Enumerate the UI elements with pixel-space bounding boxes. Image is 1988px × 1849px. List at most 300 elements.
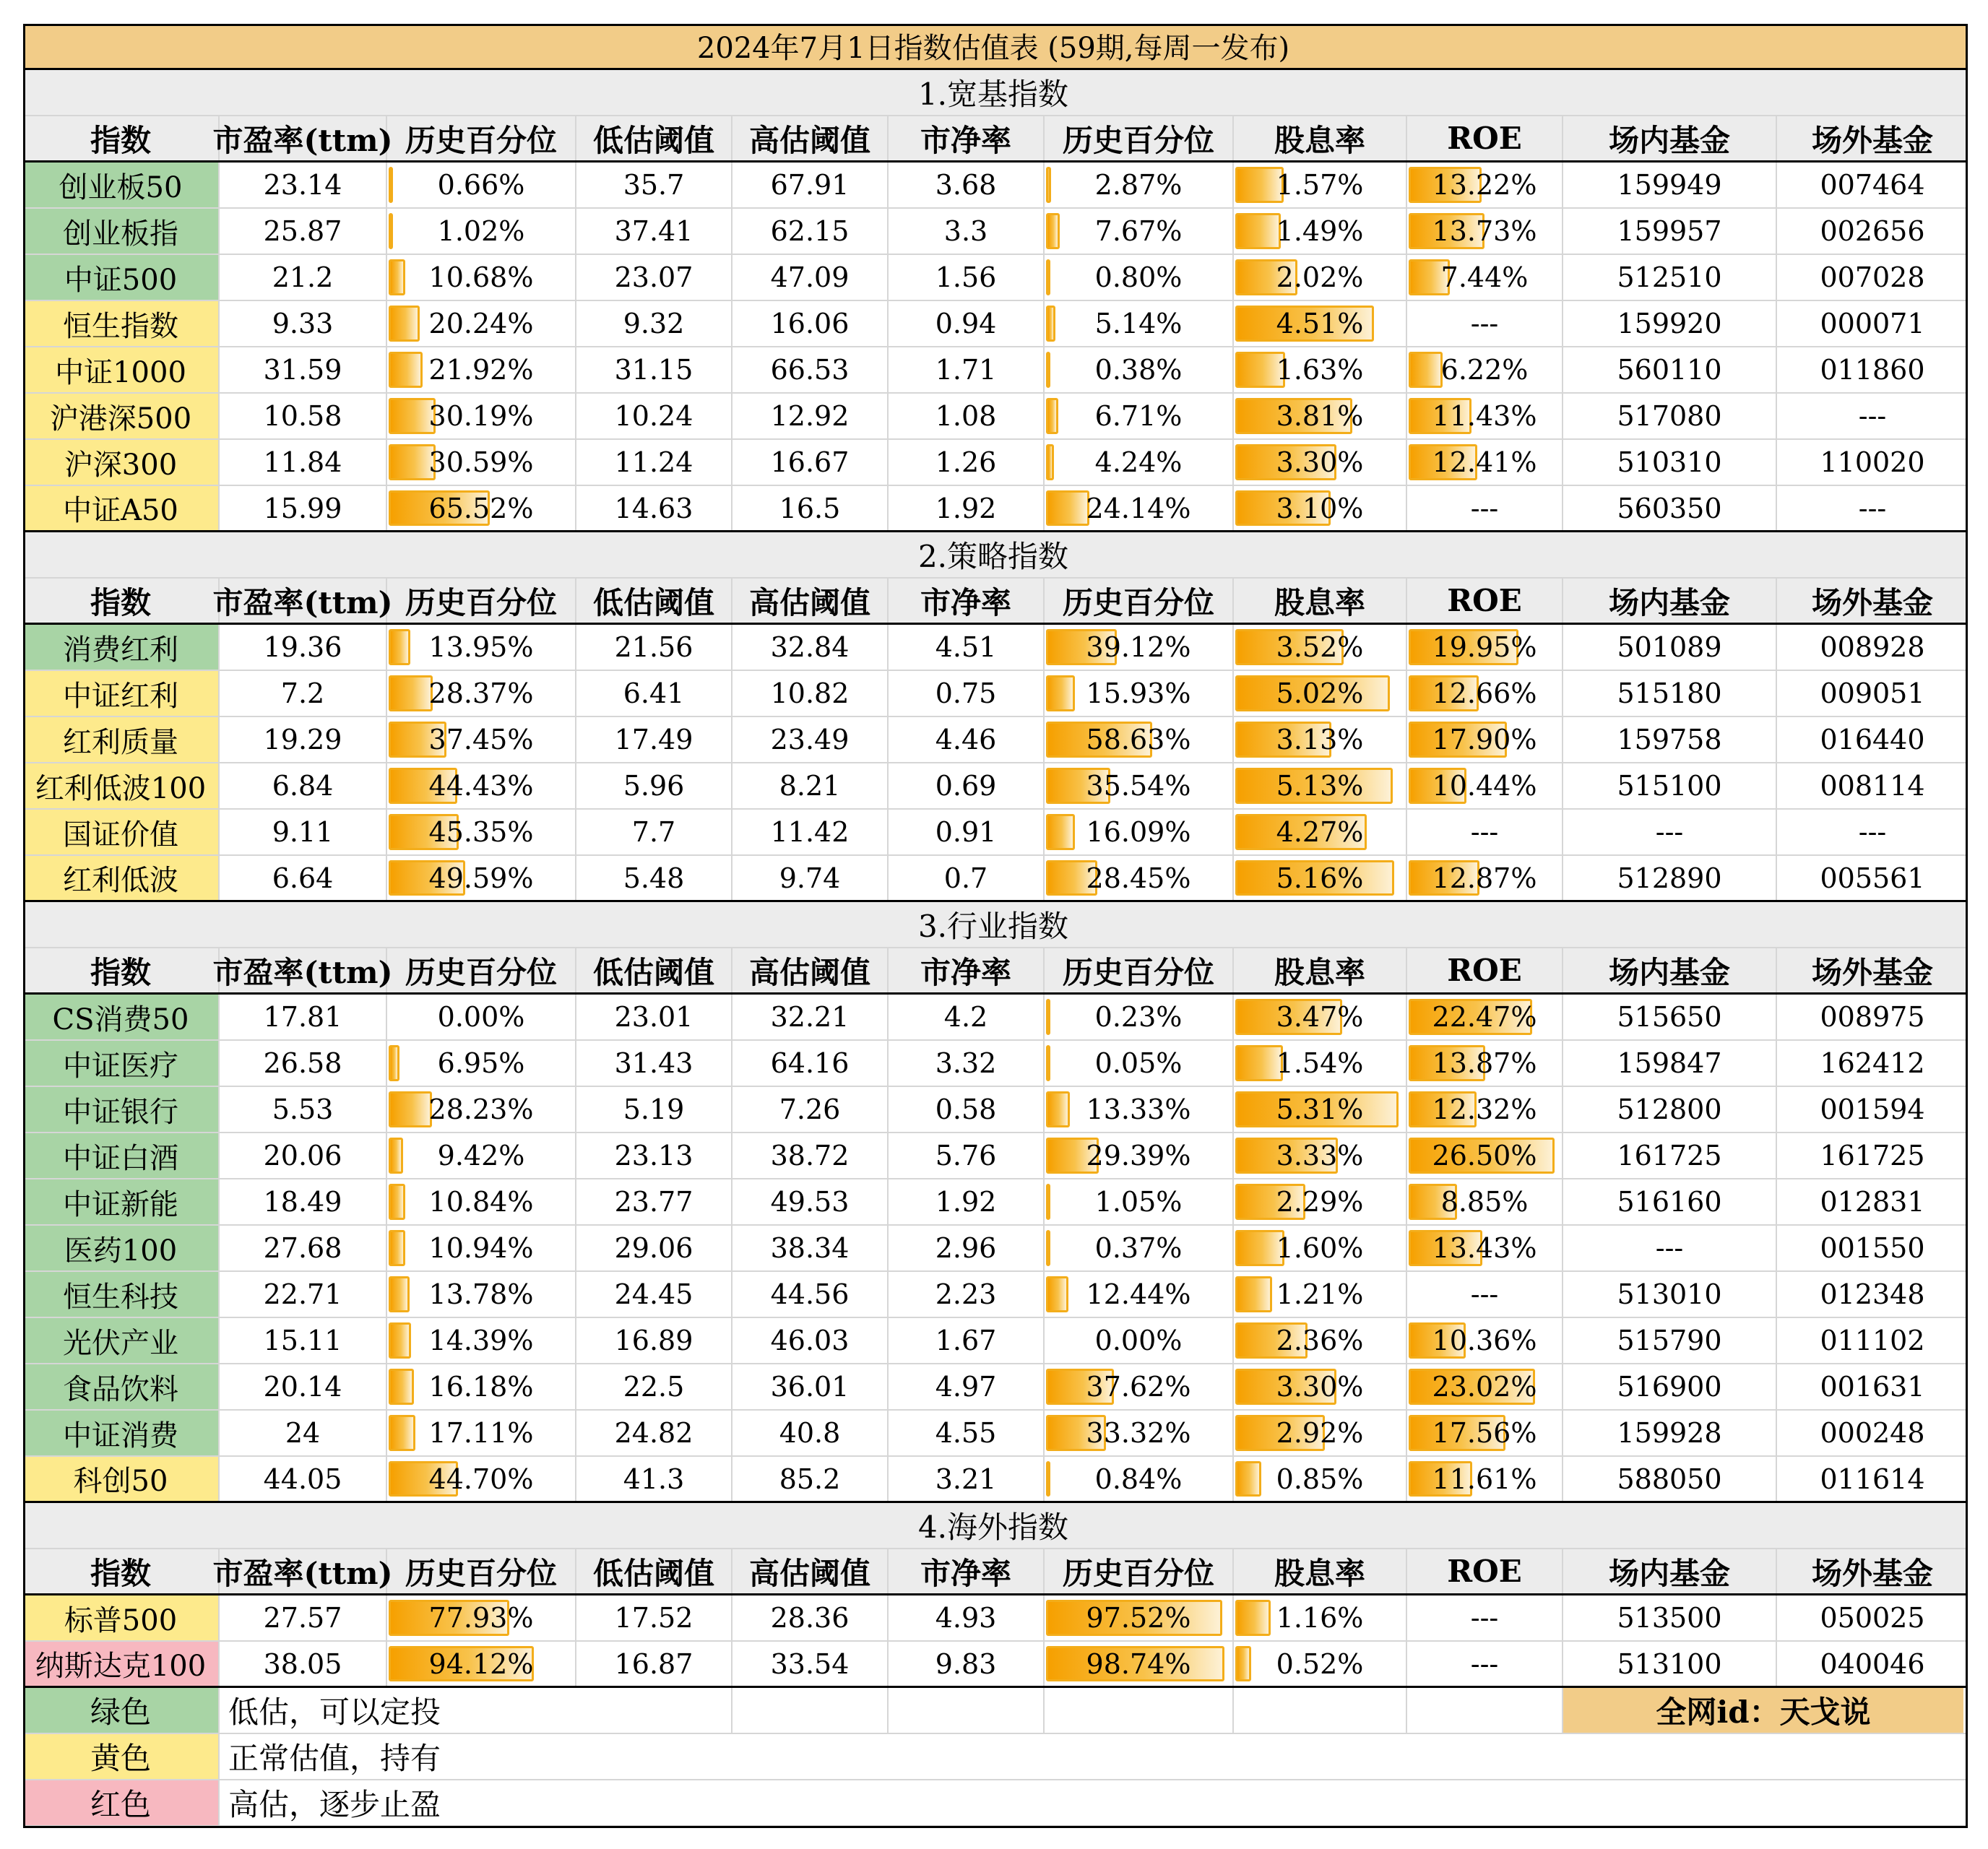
section-title	[23, 532, 1968, 579]
cell-div: 4.27%	[1234, 810, 1407, 854]
cell-pb: 1.67	[889, 1318, 1045, 1363]
index-name: 中证A50	[23, 486, 220, 530]
table-row	[23, 163, 1968, 209]
cell-low: 23.01	[576, 995, 732, 1039]
cell-div: 4.51%	[1234, 301, 1407, 346]
cell-fund: 008114	[1820, 770, 1925, 802]
data-bar	[1046, 999, 1050, 1035]
cell-high: 8.21	[732, 763, 889, 808]
cell-roe: 10.44%	[1407, 763, 1563, 808]
index-name: 沪港深500	[23, 394, 220, 438]
cell-fund: 050025	[1820, 1602, 1925, 1634]
cell-low: 14.63	[576, 486, 732, 530]
cell-pe: 44.05	[220, 1457, 387, 1501]
data-bar	[1235, 1646, 1251, 1681]
cell-pe: 21.2	[220, 255, 387, 300]
cell-low: 24.45	[576, 1272, 732, 1317]
cell-low: 41.3	[576, 1457, 732, 1501]
data-bar	[389, 1138, 403, 1174]
cell-pe: 11.84	[220, 440, 387, 485]
data-bar	[1046, 814, 1075, 850]
cell-roe: 11.43%	[1407, 394, 1563, 438]
cell-etf: 515650	[1563, 995, 1777, 1039]
cell-high: 38.34	[732, 1226, 889, 1270]
cell-low: 17.52	[576, 1595, 732, 1640]
data-bar	[389, 213, 393, 249]
cell-pe-pct: 0.66%	[387, 163, 576, 207]
cell-etf: 560110	[1563, 347, 1777, 392]
index-name: 中证500	[23, 255, 220, 300]
cell-fund: 162412	[1820, 1047, 1925, 1079]
cell-high: 10.82	[732, 671, 889, 716]
cell-fund: 002656	[1820, 215, 1925, 247]
index-name: CS消费50	[23, 995, 220, 1039]
cell-roe: 7.44%	[1407, 255, 1563, 300]
cell-div: 3.13%	[1234, 717, 1407, 762]
cell-pe: 5.53	[220, 1087, 387, 1132]
empty-cell	[889, 1688, 1045, 1733]
cell-pe: 22.71	[220, 1272, 387, 1317]
header-row	[23, 1549, 1968, 1595]
table-row	[23, 394, 1968, 440]
table-row	[23, 255, 1968, 301]
cell-etf: 159847	[1563, 1041, 1777, 1086]
cell-pb: 2.96	[889, 1226, 1045, 1270]
table-row	[23, 671, 1968, 717]
cell-low: 31.15	[576, 347, 732, 392]
table-row	[23, 1226, 1968, 1272]
cell-etf: 513010	[1563, 1272, 1777, 1317]
index-name: 中证红利	[23, 671, 220, 716]
cell-fund: 001594	[1820, 1094, 1925, 1125]
cell-div: 3.30%	[1234, 440, 1407, 485]
column-header: 市净率	[889, 116, 1045, 160]
data-bar	[1046, 213, 1060, 249]
data-bar	[1046, 490, 1089, 526]
cell-roe: 6.22%	[1407, 347, 1563, 392]
column-header: 市盈率(ttm)	[220, 1549, 387, 1593]
cell-pb: 3.21	[889, 1457, 1045, 1501]
data-bar	[389, 675, 433, 711]
data-bar	[1409, 352, 1443, 388]
cell-div: 2.29%	[1234, 1179, 1407, 1224]
index-name: 创业板50	[23, 163, 220, 207]
index-name: 恒生指数	[23, 301, 220, 346]
cell-low: 31.43	[576, 1041, 732, 1086]
cell-pb-pct: 39.12%	[1045, 625, 1234, 670]
cell-pe-pct: 45.35%	[387, 810, 576, 854]
index-name: 中证1000	[23, 347, 220, 392]
index-name: 沪深300	[23, 440, 220, 485]
data-bar	[389, 1322, 411, 1359]
table-row	[23, 625, 1968, 671]
cell-low: 23.13	[576, 1133, 732, 1178]
cell-pb: 5.76	[889, 1133, 1045, 1178]
cell-pb: 0.69	[889, 763, 1045, 808]
cell-roe: 12.41%	[1407, 440, 1563, 485]
cell-div: 3.47%	[1234, 995, 1407, 1039]
cell-pe: 19.36	[220, 625, 387, 670]
column-header: 场内基金	[1563, 948, 1777, 992]
index-name: 中证医疗	[23, 1041, 220, 1086]
cell-roe: ---	[1407, 1272, 1563, 1317]
cell-div: 1.54%	[1234, 1041, 1407, 1086]
cell-low: 22.5	[576, 1364, 732, 1409]
cell-low: 24.82	[576, 1411, 732, 1455]
cell-pe: 24	[220, 1411, 387, 1455]
legend-row	[23, 1688, 1968, 1734]
cell-fund: ---	[1858, 492, 1887, 524]
cell-roe: 23.02%	[1407, 1364, 1563, 1409]
table-row	[23, 1087, 1968, 1133]
cell-pb-pct: 16.09%	[1045, 810, 1234, 854]
cell-pb-pct: 28.45%	[1045, 856, 1234, 900]
table-row	[23, 1133, 1968, 1179]
cell-high: 9.74	[732, 856, 889, 900]
data-bar	[1046, 167, 1051, 203]
cell-pe: 9.33	[220, 301, 387, 346]
cell-pb-pct: 58.63%	[1045, 717, 1234, 762]
data-bar	[1046, 1045, 1050, 1081]
data-bar	[389, 1276, 410, 1312]
cell-pe: 17.81	[220, 995, 387, 1039]
data-bar	[1046, 675, 1075, 711]
cell-high: 44.56	[732, 1272, 889, 1317]
cell-etf: 501089	[1563, 625, 1777, 670]
cell-pe-pct: 13.78%	[387, 1272, 576, 1317]
cell-fund: 011102	[1820, 1325, 1925, 1356]
cell-pb-pct: 2.87%	[1045, 163, 1234, 207]
column-header: 场内基金	[1563, 1549, 1777, 1593]
cell-etf: 159758	[1563, 717, 1777, 762]
cell-high: 16.5	[732, 486, 889, 530]
index-name: 纳斯达克100	[23, 1642, 220, 1686]
table-row	[23, 486, 1968, 532]
cell-pb: 0.7	[889, 856, 1045, 900]
column-header: 指数	[23, 116, 220, 160]
cell-fund: 011614	[1820, 1463, 1925, 1495]
data-bar	[389, 306, 420, 342]
cell-high: 32.21	[732, 995, 889, 1039]
cell-etf: 517080	[1563, 394, 1777, 438]
cell-pe: 15.99	[220, 486, 387, 530]
section-title-text: 4.海外指数	[917, 1510, 1069, 1545]
cell-etf: 513100	[1563, 1642, 1777, 1686]
cell-div: 3.30%	[1234, 1364, 1407, 1409]
legend-color-label: 红色	[23, 1780, 220, 1825]
cell-pb: 1.56	[889, 255, 1045, 300]
data-bar	[1046, 352, 1050, 388]
cell-pb: 3.68	[889, 163, 1045, 207]
cell-pe-pct: 28.37%	[387, 671, 576, 716]
cell-etf: 512800	[1563, 1087, 1777, 1132]
cell-roe: 13.87%	[1407, 1041, 1563, 1086]
cell-pb-pct: 98.74%	[1045, 1642, 1234, 1686]
data-bar	[1235, 1600, 1271, 1636]
cell-fund: 110020	[1820, 446, 1925, 478]
column-header: 市净率	[889, 1549, 1045, 1593]
table-row	[23, 301, 1968, 347]
cell-div: 1.49%	[1234, 209, 1407, 254]
data-bar	[389, 259, 405, 295]
cell-pb-pct: 0.00%	[1045, 1318, 1234, 1363]
cell-pb-pct: 4.24%	[1045, 440, 1234, 485]
index-name: 创业板指	[23, 209, 220, 254]
cell-fund: 001631	[1820, 1371, 1925, 1403]
cell-low: 23.77	[576, 1179, 732, 1224]
cell-pe-pct: 10.84%	[387, 1179, 576, 1224]
cell-high: 32.84	[732, 625, 889, 670]
data-bar	[1046, 1276, 1068, 1312]
column-header: 低估阈值	[576, 579, 732, 623]
column-header: ROE	[1407, 1549, 1563, 1593]
cell-roe: 8.85%	[1407, 1179, 1563, 1224]
cell-pb-pct: 0.37%	[1045, 1226, 1234, 1270]
cell-div: 1.63%	[1234, 347, 1407, 392]
cell-etf: 161725	[1563, 1133, 1777, 1178]
table-title	[23, 24, 1968, 70]
cell-etf: 512890	[1563, 856, 1777, 900]
data-bar	[1235, 1276, 1272, 1312]
cell-pb: 3.3	[889, 209, 1045, 254]
cell-high: 66.53	[732, 347, 889, 392]
legend-description: 低估，可以定投	[220, 1688, 1563, 1733]
table-title-text: 2024年7月1日指数估值表 (59期,每周一发布)	[696, 32, 1290, 65]
column-header: 场内基金	[1563, 116, 1777, 160]
cell-etf: 159957	[1563, 209, 1777, 254]
empty-cell	[732, 1688, 889, 1733]
cell-etf: 159949	[1563, 163, 1777, 207]
column-header: 股息率	[1234, 116, 1407, 160]
cell-roe: 10.36%	[1407, 1318, 1563, 1363]
column-header: 股息率	[1234, 579, 1407, 623]
column-header: 低估阈值	[576, 1549, 732, 1593]
column-header: 股息率	[1234, 948, 1407, 992]
cell-roe: 11.61%	[1407, 1457, 1563, 1501]
cell-pe: 6.64	[220, 856, 387, 900]
column-header: 指数	[23, 948, 220, 992]
cell-pe: 7.2	[220, 671, 387, 716]
data-bar	[1046, 398, 1058, 434]
cell-high: 46.03	[732, 1318, 889, 1363]
cell-pe: 26.58	[220, 1041, 387, 1086]
cell-fund: 008928	[1820, 631, 1925, 663]
cell-fund: 161725	[1820, 1140, 1925, 1172]
cell-pb: 4.93	[889, 1595, 1045, 1640]
data-bar	[1046, 1184, 1050, 1220]
column-header: 市盈率(ttm)	[220, 579, 387, 623]
cell-pe: 31.59	[220, 347, 387, 392]
table-row	[23, 347, 1968, 394]
cell-fund: 016440	[1820, 724, 1925, 755]
cell-pb-pct: 6.71%	[1045, 394, 1234, 438]
data-bar	[389, 167, 393, 203]
table-row	[23, 1179, 1968, 1226]
cell-pe-pct: 10.94%	[387, 1226, 576, 1270]
cell-pe-pct: 94.12%	[387, 1642, 576, 1686]
cell-etf: 515790	[1563, 1318, 1777, 1363]
cell-fund: 007028	[1820, 261, 1925, 293]
cell-pe: 38.05	[220, 1642, 387, 1686]
index-name: 标普500	[23, 1595, 220, 1640]
column-header: 高估阈值	[732, 1549, 889, 1593]
section-title	[23, 70, 1968, 116]
cell-pe: 20.06	[220, 1133, 387, 1178]
cell-pb-pct: 97.52%	[1045, 1595, 1234, 1640]
cell-pe-pct: 9.42%	[387, 1133, 576, 1178]
table-row	[23, 440, 1968, 486]
section-title-text: 1.宽基指数	[917, 77, 1069, 112]
cell-pb-pct: 0.84%	[1045, 1457, 1234, 1501]
table-row	[23, 1595, 1968, 1642]
data-bar	[1046, 1230, 1050, 1266]
cell-pb: 9.83	[889, 1642, 1045, 1686]
cell-div: 5.31%	[1234, 1087, 1407, 1132]
column-header: 场外基金	[1811, 954, 1933, 990]
cell-etf: ---	[1563, 1226, 1777, 1270]
column-header: 历史百分位	[387, 948, 576, 992]
index-name: 中证银行	[23, 1087, 220, 1132]
column-header: 历史百分位	[1045, 1549, 1234, 1593]
cell-low: 16.87	[576, 1642, 732, 1686]
cell-pb-pct: 0.23%	[1045, 995, 1234, 1039]
cell-pb: 1.26	[889, 440, 1045, 485]
cell-roe: 12.87%	[1407, 856, 1563, 900]
cell-pe-pct: 30.19%	[387, 394, 576, 438]
column-header: 场外基金	[1811, 1555, 1933, 1591]
cell-div: 1.21%	[1234, 1272, 1407, 1317]
cell-pe-pct: 13.95%	[387, 625, 576, 670]
index-name: 恒生科技	[23, 1272, 220, 1317]
cell-etf: 510310	[1563, 440, 1777, 485]
index-name: 国证价值	[23, 810, 220, 854]
valuation-table	[23, 24, 1968, 1827]
table-row	[23, 717, 1968, 763]
cell-div: 5.16%	[1234, 856, 1407, 900]
legend-row	[23, 1780, 1968, 1827]
cell-roe: 13.22%	[1407, 163, 1563, 207]
column-header: 高估阈值	[732, 116, 889, 160]
cell-pe-pct: 65.52%	[387, 486, 576, 530]
cell-low: 37.41	[576, 209, 732, 254]
cell-high: 7.26	[732, 1087, 889, 1132]
cell-roe: ---	[1407, 1642, 1563, 1686]
cell-pb-pct: 0.38%	[1045, 347, 1234, 392]
cell-div: 0.85%	[1234, 1457, 1407, 1501]
cell-high: 12.92	[732, 394, 889, 438]
cell-pb-pct: 15.93%	[1045, 671, 1234, 716]
column-header: 历史百分位	[1045, 948, 1234, 992]
cell-etf: 516160	[1563, 1179, 1777, 1224]
cell-fund: 007464	[1820, 169, 1925, 201]
cell-high: 85.2	[732, 1457, 889, 1501]
data-bar	[389, 352, 423, 388]
cell-pb: 3.32	[889, 1041, 1045, 1086]
table-row	[23, 1642, 1968, 1688]
table-row	[23, 1364, 1968, 1411]
cell-pe-pct: 10.68%	[387, 255, 576, 300]
table-row	[23, 1041, 1968, 1087]
empty-cell	[1407, 1688, 1563, 1733]
cell-pb-pct: 13.33%	[1045, 1087, 1234, 1132]
cell-pb-pct: 29.39%	[1045, 1133, 1234, 1178]
cell-pb-pct: 7.67%	[1045, 209, 1234, 254]
cell-div: 1.60%	[1234, 1226, 1407, 1270]
column-header: ROE	[1407, 948, 1563, 992]
table-row	[23, 209, 1968, 255]
cell-pe-pct: 37.45%	[387, 717, 576, 762]
column-header: ROE	[1407, 116, 1563, 160]
cell-pb-pct: 0.05%	[1045, 1041, 1234, 1086]
cell-low: 9.32	[576, 301, 732, 346]
column-header: 指数	[23, 1549, 220, 1593]
table-row	[23, 763, 1968, 810]
cell-pb: 4.55	[889, 1411, 1045, 1455]
cell-low: 35.7	[576, 163, 732, 207]
cell-etf: 512510	[1563, 255, 1777, 300]
cell-pe: 6.84	[220, 763, 387, 808]
cell-low: 7.7	[576, 810, 732, 854]
cell-pb: 0.91	[889, 810, 1045, 854]
cell-roe: 19.95%	[1407, 625, 1563, 670]
index-name: 光伏产业	[23, 1318, 220, 1363]
cell-pb: 0.75	[889, 671, 1045, 716]
cell-fund: ---	[1858, 816, 1887, 848]
cell-pe: 20.14	[220, 1364, 387, 1409]
data-bar	[1046, 306, 1055, 342]
index-name: 医药100	[23, 1226, 220, 1270]
section-title-text: 2.策略指数	[917, 539, 1069, 574]
cell-etf: 560350	[1563, 486, 1777, 530]
cell-pb: 1.92	[889, 1179, 1045, 1224]
cell-fund: 011860	[1820, 354, 1925, 386]
data-bar	[389, 1091, 432, 1127]
cell-pb: 1.08	[889, 394, 1045, 438]
column-header: 股息率	[1234, 1549, 1407, 1593]
data-bar	[1046, 1091, 1070, 1127]
column-header: 低估阈值	[576, 116, 732, 160]
cell-pb: 4.46	[889, 717, 1045, 762]
cell-pb-pct: 35.54%	[1045, 763, 1234, 808]
cell-div: 2.92%	[1234, 1411, 1407, 1455]
cell-pe-pct: 1.02%	[387, 209, 576, 254]
cell-high: 28.36	[732, 1595, 889, 1640]
cell-fund: 040046	[1820, 1647, 1925, 1680]
cell-pe-pct: 28.23%	[387, 1087, 576, 1132]
cell-pb: 0.58	[889, 1087, 1045, 1132]
cell-pe-pct: 6.95%	[387, 1041, 576, 1086]
index-name: 红利低波100	[23, 763, 220, 808]
cell-pe-pct: 0.00%	[387, 995, 576, 1039]
cell-high: 67.91	[732, 163, 889, 207]
cell-fund: 009051	[1820, 677, 1925, 709]
cell-pe-pct: 30.59%	[387, 440, 576, 485]
section-title	[23, 1503, 1968, 1549]
header-row	[23, 116, 1968, 163]
column-header: 市净率	[889, 948, 1045, 992]
cell-fund: 000248	[1820, 1417, 1925, 1449]
column-header: 市盈率(ttm)	[220, 116, 387, 160]
column-header: 历史百分位	[387, 579, 576, 623]
data-bar	[389, 629, 410, 665]
cell-pb-pct: 12.44%	[1045, 1272, 1234, 1317]
index-name: 中证白酒	[23, 1133, 220, 1178]
cell-pe: 9.11	[220, 810, 387, 854]
section-title	[23, 902, 1968, 948]
table-row	[23, 1272, 1968, 1318]
data-bar	[389, 1230, 405, 1266]
table-row	[23, 810, 1968, 856]
